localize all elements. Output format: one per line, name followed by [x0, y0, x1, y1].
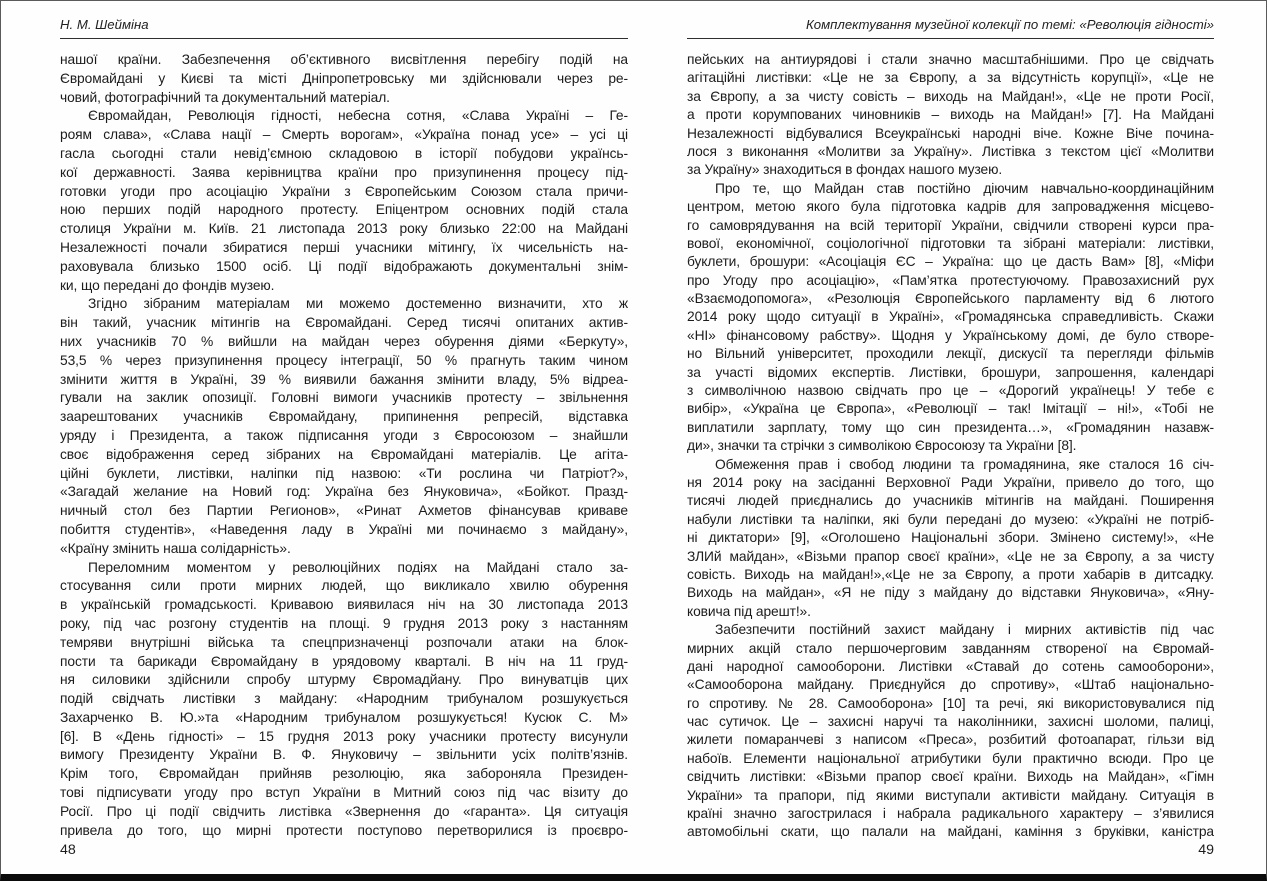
text-line: ною перших подій народного протесту. Епіцентром основних подій стала: [60, 202, 628, 218]
text-line: Росії. Про ці події свідчить листівка «Звернення до «гаранта». Ця ситуація: [60, 803, 628, 819]
text-line: за Україну» знаходиться в фондах нашого музею.: [687, 162, 1003, 178]
text-line: го спротиву. № 28. Самооборона» [10] та речі, які використовувалися під: [687, 695, 1214, 711]
text-line: Незалежності почали збиратися перші учасники мітингу, їх чисельність на-: [60, 239, 628, 255]
text-line: набоїв. Елементи національної атрибутики були практично всюди. Про це: [687, 750, 1214, 766]
page-body: [687, 51, 1214, 842]
text-line: заарештованих учасників Євромайдану, припинення репресій, відставка: [60, 409, 628, 425]
text-line: «Загадай желание на Новий год: Україна без Януковича», «Бойкот. Празд-: [60, 484, 628, 500]
paragraph: [60, 107, 628, 295]
text-line: з символічною назвою свідчать про це – «Дорогий українець! У тебе є: [687, 383, 1214, 399]
text-line: Забезпечити постійний захист майдану і мирних активістів під час: [715, 622, 1214, 638]
text-line: нашої країни. Забезпечення об’єктивного висвітлення перебігу подій на: [60, 52, 628, 67]
page-body: [60, 51, 628, 840]
text-line: Обмеження прав і свобод людини та громадянина, яке сталося 16 січ-: [715, 456, 1214, 472]
text-line: пейських на антиурядові і стали значно масштабнішими. Про це свідчать: [687, 52, 1214, 67]
text-line: уряду і Президента, а також підписання угоди з Євросоюзом – знайшли: [60, 427, 628, 443]
text-line: човий, фотографічний та документальний матеріал.: [60, 89, 390, 105]
text-line: готовки угоди про асоціацію України з Європейським Союзом стала причи-: [60, 183, 628, 199]
text-line: центром, метою якого була підготовка кадрів для запровадження місцево-: [687, 199, 1214, 215]
text-line: роям слава», «Слава нації – Смерть ворогам», «Україна понад усе» – усі ці: [60, 127, 628, 143]
text-line: змінити життя в Україні, 39 % виявили бажання змінити владу, 5% відреа-: [60, 371, 628, 387]
text-line: в українській громадськості. Кривавою виявилася ніч на 30 листопада 2013: [60, 597, 628, 613]
text-line: ди», значки та стрічки з символікою Євросоюзу та України [8].: [687, 438, 1077, 454]
text-line: темряви внутрішні війська та спецпризначенці розпочали атаки на блок-: [60, 634, 628, 650]
text-line: столиця України м. Київ. 21 листопада 2013 року близько 22:00 на Майдані: [60, 221, 628, 237]
text-line: го самоврядування на всій території України, свідчили створені курси пра-: [687, 217, 1214, 233]
text-line: час сутичок. Це – захисні наручі та наколінники, захисні шоломи, палиці,: [687, 714, 1214, 730]
paragraph: [60, 559, 628, 841]
text-line: тисячі людей приєднались до учасників мітингів на майдані. Поширення: [687, 493, 1214, 509]
text-line: ки, що передані до фондів музею.: [60, 277, 275, 293]
page-number: 49: [1198, 842, 1214, 858]
text-line: Про те, що Майдан став постійно діючим навчально-координаційним: [715, 180, 1214, 196]
text-line: 2014 року щодо ситуації в Україні», «Громадянська справедливість. Скажи: [687, 309, 1214, 325]
paragraph: [60, 295, 628, 558]
text-line: пости та барикади Євромайдану в урядовому кварталі. В ніч на 11 груд-: [60, 653, 628, 669]
paragraph: [687, 456, 1214, 622]
text-line: [6]. В «День гідності» – 15 грудня 2013 року учасники протесту висунули: [60, 728, 628, 744]
text-line: раховувала близько 1500 осіб. Ці події відображають документальні знім-: [60, 258, 628, 274]
text-line: вимогу Президенту України В. Ф. Януковичу – звільнити усіх політв’язнів.: [60, 747, 628, 763]
running-header-article-title: Комплектування музейної колекції по темі: «Революція гідності»: [687, 17, 1214, 39]
text-line: Переломним моментом у революційних подіях на Майдані стало за-: [88, 559, 628, 575]
text-line: «Країну змінить наша солідарність».: [60, 540, 291, 556]
text-line: кої державності. Заява керівництва країни про призупинення процесу під-: [60, 164, 628, 180]
text-line: України» та прапори, під якими виступали активісти майдану. Ситуація в: [687, 787, 1214, 803]
text-line: «Взаємодопомога», «Резолюція Європейського парламенту від 6 лютого: [687, 291, 1214, 307]
text-line: вової, економічної, соціологічної підготовки та зібрані матеріали: листівки,: [687, 235, 1214, 251]
text-line: агітаційні листівки: «Це не за Європу, а за відсутність корупції», «Це не: [687, 70, 1214, 86]
text-line: но Вільний університет, проходили лекції, дискусії та перегляди фільмів: [687, 346, 1214, 362]
paragraph: [687, 621, 1214, 842]
paragraph: [687, 51, 1214, 180]
paragraph: [60, 51, 628, 107]
text-line: них учасників 70 % вийшли на майдан через обурення діями «Беркуту»,: [60, 333, 628, 349]
text-line: гасла сьогодні стали невід’ємною складовою в історії побудови українсь-: [60, 145, 628, 161]
text-line: привела до того, що мирні протести поступово перетворилися із проєвро-: [60, 822, 628, 838]
text-line: набули листівки та наліпки, які були передані до музею: «Україні не потріб-: [687, 511, 1214, 527]
text-line: а проти корумпованих чиновників – виходь на Майдан!» [7]. На Майдані: [687, 107, 1214, 123]
text-line: буклети, брошури: «Асоціація ЄС – Україна: що це дасть Вам» [8], «Міфи: [687, 254, 1214, 270]
text-line: гували на заклик опозиції. Головні вимоги учасників протесту – звільнення: [60, 390, 628, 406]
running-header-author: Н. М. Шейміна: [60, 17, 628, 39]
text-line: Незалежності відбувалися Всеукраїнські народні віче. Кожне Віче почина-: [687, 125, 1214, 141]
text-line: Згідно зібраним матеріалам ми можемо достеменно визначити, хто ж: [88, 296, 628, 312]
text-line: «Самооборона майдану. Приєднуйся до спротиву», «Штаб національно-: [687, 677, 1214, 693]
text-line: Захарченко В. Ю.»та «Народним трибуналом розшукується! Кусюк С. М»: [60, 709, 628, 725]
text-line: мирних акцій стало першочерговим завданням створеної на Євромай-: [687, 640, 1214, 656]
text-line: про Угоду про асоціацію», «Пам’ятка протестуючому. Правозахисний рух: [687, 272, 1214, 288]
text-line: жилети помаранчеві з написом «Преса», розбитий фотоапарат, гільзи від: [687, 732, 1214, 748]
text-line: ЗЛИй майдан», «Візьми прапор своєї країни», «Це не за Європу, а за чисту: [687, 548, 1214, 564]
text-line: своє відображення серед зібраних на Євромайдані матеріалів. Це агіта-: [60, 446, 628, 462]
text-line: за Європу, а за чисту совість – виходь на Майдан!», «Це не проти Росії,: [687, 88, 1214, 104]
paragraph: [687, 180, 1214, 456]
text-line: подій свідчать листівки з майдану: «Народним трибуналом розшукується: [60, 691, 628, 707]
text-line: ковича під арешт!».: [687, 603, 811, 619]
text-line: «НІ» фінансовому рабству». Щодня у Українському домі, де було створе-: [687, 327, 1214, 343]
text-line: ничный стол без Партии Регионов», «Ринат Ахметов фінансував криваве: [60, 503, 628, 519]
text-line: свідчить листівки: «Візьми прапор своєї країни. Виходь на Майдан», «Гімн: [687, 769, 1214, 785]
text-line: виплатили зарплату, тому що син президента…», «Громадянин назавж-: [687, 419, 1214, 435]
text-line: ні диктатори» [9], «Оголошено Національні збори. Змінено систему!», «Не: [687, 530, 1214, 546]
text-line: Євромайдані у Києві та місті Дніпропетровську ми здійснювали через ре-: [60, 70, 628, 86]
text-line: ня силовики здійснили спробу штурму Євромадйану. Про винуватців цих: [60, 672, 628, 688]
text-line: совість. Виходь на майдан!»,«Це не за Європу, а проти хабарів в дитсадку.: [687, 566, 1214, 582]
text-line: автомобільні скати, що палали на майдані, каміння з бруківки, каністра: [687, 824, 1214, 840]
text-line: ційні буклети, листівки, наліпки під назвою: «Ти рослина чи Патріот?»,: [60, 465, 628, 481]
text-line: тові підписувати угоду про вступ України в Митний союз під час візиту до: [60, 785, 628, 801]
text-line: вибір», «Україна це Європа», «Революції – так! Імітації – ні!», «Тобі не: [687, 401, 1214, 417]
text-line: дані народної самооборони. Листівки «Ставай до сотень самооборони»,: [687, 658, 1214, 674]
text-line: країні значно загострилася і набрала радикального характеру – з’явилися: [687, 806, 1214, 822]
text-line: 53,5 % через призупинення процесу інтеграції, 50 % прагнуть таким чином: [60, 352, 628, 368]
left-page: [60, 1, 628, 874]
text-line: ня 2014 року на засіданні Верховної Ради України, привело до того, що: [687, 474, 1214, 490]
text-line: Виходь на майдан», «Я не піду з майдану до відставки Януковича», «Яну-: [687, 585, 1214, 601]
text-line: року, під час розгону студентів на площі. 9 грудня 2013 року з настанням: [60, 615, 628, 631]
text-line: лося з виконання «Молитви за Україну». Листівка з текстом цієї «Молитви: [687, 143, 1214, 159]
right-page: [687, 1, 1214, 874]
text-line: він такий, учасник мітингів на Євромайдані. Серед тисячі опитаних актив-: [60, 315, 628, 331]
text-line: за участі відомих експертів. Листівки, брошури, запрошення, календарі: [687, 364, 1214, 380]
text-line: Крім того, Євромайдан прийняв резолюцію, яка забороняла Президен-: [60, 766, 628, 782]
text-line: побиття студентів», «Наведення ладу в Україні ми починаємо з майдану»,: [60, 521, 628, 537]
text-line: Євромайдан, Революція гідності, небесна сотня, «Слава Україні – Ге-: [88, 108, 628, 124]
text-line: стосування сили проти мирних людей, що викликало хвилю обурення: [60, 578, 628, 594]
page-number: 48: [60, 842, 76, 858]
